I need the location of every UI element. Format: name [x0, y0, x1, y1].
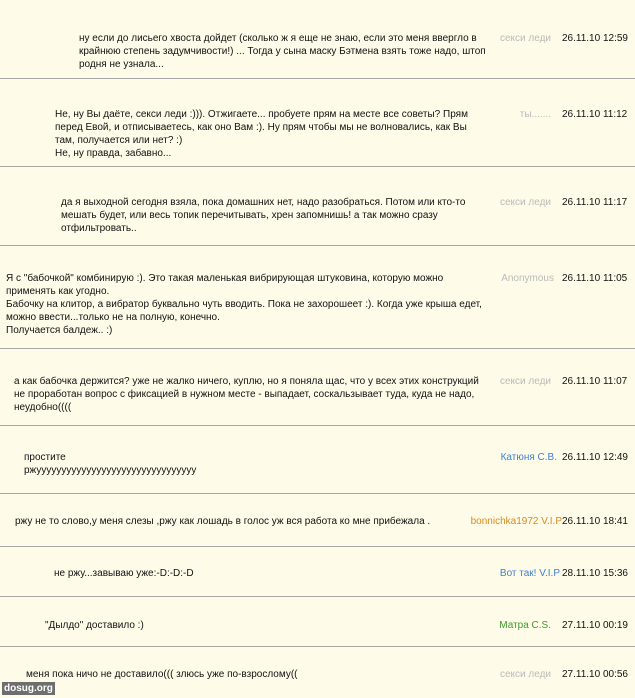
post-text: "Дылдо" доставило :) — [45, 620, 144, 631]
post-text: Не, ну Вы даёте, секси леди :))). Отжигаете... пробуете прям на месте все советы? Прям перед Евой, и отписываетесь, как оно Вам :). Ну прям чтобы мы не волновались, как Вы там, получается или нет? :) Не, ну правда, забавно... — [55, 109, 468, 159]
post-author[interactable]: Матра С.S. — [499, 620, 551, 631]
post-date: 26.11.10 11:07 — [562, 376, 628, 387]
post-date: 28.11.10 15:36 — [562, 568, 628, 579]
post-author[interactable]: ты....... — [519, 109, 551, 120]
post-date: 26.11.10 12:49 — [562, 452, 628, 463]
separator — [0, 493, 635, 494]
post-text: а как бабочка держится? уже не жалко ничего, куплю, но я поняла щас, что у всех этих конструкций не проработан вопрос с фиксацией в нужном месте - выпадает, соскальзывает туда, куда не надо, неудобно(((( — [14, 376, 479, 413]
separator — [0, 425, 635, 426]
post-date: 27.11.10 00:19 — [562, 620, 628, 631]
post-text: Я с "бабочкой" комбинирую :). Это такая маленькая вибрирующая штуковина, которую можно применять как угодно. Бабочку на клитор, а вибратор буквально чуть вводить. Пока не захорошеет :). Когда уже крыша едет, можно ввести...только не на полную, конечно. Получается балдеж.. :) — [6, 273, 482, 336]
post-text: да я выходной сегодня взяла, пока домашних нет, надо разобраться. Потом или кто-то мешать будет, или весь топик перечитывать, хрен запомнишь! а так можно сразу отфильтровать.. — [61, 197, 466, 234]
post-date: 26.11.10 11:17 — [562, 197, 628, 208]
post-author[interactable]: секси леди — [499, 197, 551, 208]
separator — [0, 546, 635, 547]
post-text: меня пока ничо не доставило((( злюсь уже по-взрослому(( — [26, 669, 298, 680]
post-date: 26.11.10 11:12 — [562, 109, 628, 120]
separator — [0, 646, 635, 647]
post-author[interactable]: секси леди — [499, 33, 551, 44]
separator — [0, 348, 635, 349]
post-author[interactable]: секси леди — [499, 669, 551, 680]
separator — [0, 166, 635, 167]
post-text: простите ржуууууууууууууууууууууууууууууууу — [24, 452, 197, 476]
post-date: 27.11.10 00:56 — [562, 669, 628, 680]
post-text: ржу не то слово,у меня слезы ,ржу как лошадь в голос уж вся работа ко мне прибежала . — [15, 516, 431, 527]
post-date: 26.11.10 11:05 — [562, 273, 628, 284]
post-author[interactable]: секси леди — [499, 376, 551, 387]
post-text: ну если до лисьего хвоста дойдет (сколько ж я еще не знаю, если это меня ввергло в крайнюю степень задумчивости!) ... Тогда у сына маску Бэтмена взять тоже надо, штоп родня не узнала... — [79, 33, 486, 70]
post-author[interactable]: Катюня С.В. — [500, 452, 557, 463]
post-author[interactable]: bonnichka1972 V.I.P — [470, 516, 562, 527]
separator — [0, 78, 635, 79]
post-date: 26.11.10 18:41 — [562, 516, 628, 527]
separator — [0, 596, 635, 597]
post-date: 26.11.10 12:59 — [562, 33, 628, 44]
post-author[interactable]: Anonymous — [501, 273, 554, 284]
separator — [0, 245, 635, 246]
post-author[interactable]: Вот так! V.I.P — [499, 568, 560, 579]
site-watermark: dosug.org — [4, 683, 53, 694]
post-text: не ржу...завываю уже:-D:-D:-D — [54, 568, 194, 579]
